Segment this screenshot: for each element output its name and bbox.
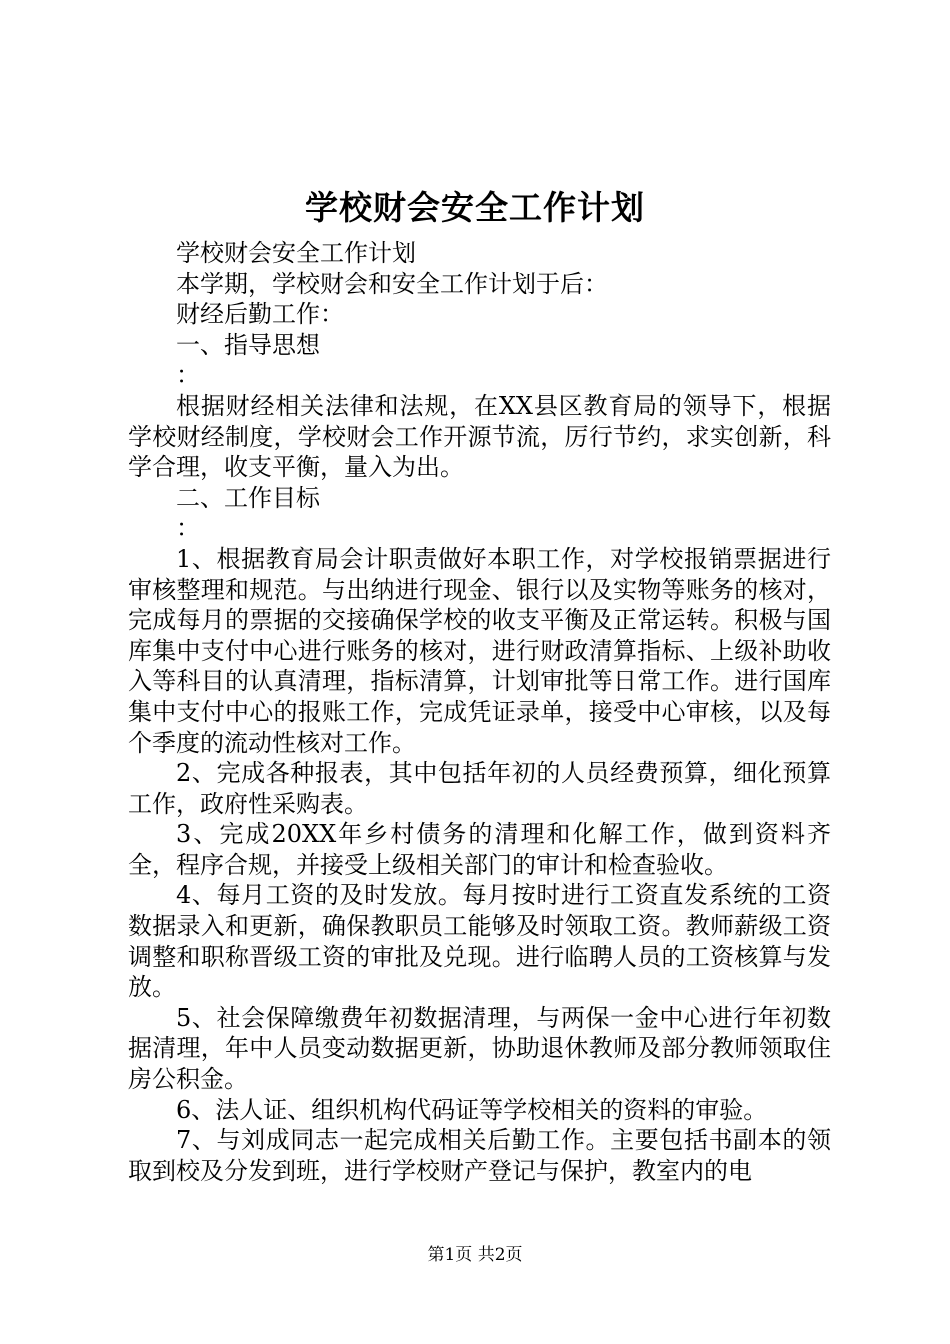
section-heading: 一、指导思想 — [176, 330, 320, 359]
paragraph: 5、社会保障缴费年初数据清理，与两保一金中心进行年初数据清理，年中人员变动数据更新，协助退休教师及部分教师领取住房公积金。 — [128, 1003, 831, 1094]
document-title: 学校财会安全工作计划 — [305, 188, 645, 227]
paragraph: 学校财会安全工作计划 — [176, 239, 416, 267]
paragraph: 3、完成20XX年乡村债务的清理和化解工作，做到资料齐全，程序合规，并接受上级相关部门的审计和检查验收。 — [128, 820, 831, 879]
paragraph: 2、完成各种报表，其中包括年初的人员经费预算，细化预算工作，政府性采购表。 — [128, 759, 831, 818]
paragraph: 根据财经相关法律和法规，在XX县区教育局的领导下，根据学校财经制度，学校财会工作开源节流，厉行节约，求实创新，科学合理，收支平衡，量入为出。 — [128, 391, 831, 482]
paragraph: 本学期，学校财会和安全工作计划于后： — [176, 269, 608, 298]
paragraph: 7、与刘成同志一起完成相关后勤工作。主要包括书副本的领取到校及分发到班，进行学校财产登记与保护，教室内的电 — [128, 1126, 831, 1185]
page-footer: 第1页 共2页 — [427, 1245, 523, 1265]
section-heading: 二、工作目标 — [176, 483, 320, 512]
paragraph: 1、根据教育局会计职责做好本职工作，对学校报销票据进行审核整理和规范。与出纳进行现金、银行以及实物等账务的核对，完成每月的票据的交接确保学校的收支平衡及正常运转。积极与国库集中支付中心进行账务的核对，进行财政清算指标、上级补助收入等科目的认真清理，指标清算，计划审批等日常工作。进行国库集中支付中心的报账工作，完成凭证录单，接受中心审核，以及每个季度的流动性核对工作。 — [128, 544, 831, 757]
paragraph: ： — [176, 514, 200, 543]
paragraph: 6、法人证、组织机构代码证等学校相关的资料的审验。 — [176, 1095, 768, 1124]
paragraph: 4、每月工资的及时发放。每月按时进行工资直发系统的工资数据录入和更新，确保教职员工能够及时领取工资。教师薪级工资调整和职称晋级工资的审批及兑现。进行临聘人员的工资核算与发放。 — [128, 881, 831, 1002]
document-body — [128, 238, 831, 1186]
paragraph: 财经后勤工作： — [176, 300, 344, 329]
paragraph: ： — [176, 361, 200, 390]
